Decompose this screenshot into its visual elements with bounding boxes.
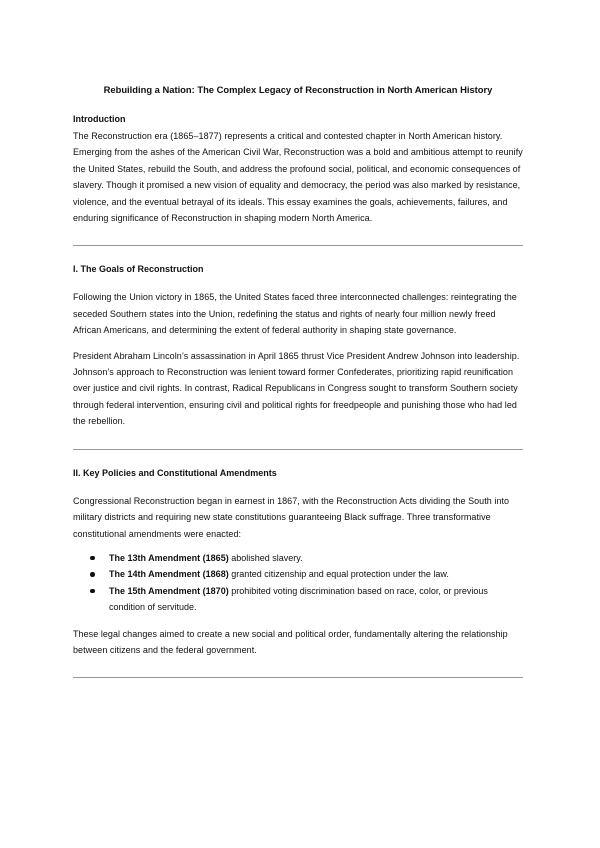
list-item bbox=[73, 550, 523, 566]
introduction-paragraph: The Reconstruction era (1865–1877) represents a critical and contested chapter in North American history. Emerging from the ashes of the American Civil War, Reconstruction was a bold and ambitious attempt to reunify the United States, rebuild the South, and address the profound social, political, and economic consequences of slavery. Though it promised a new vision of equality and democracy, the period was also marked by resistance, violence, and the eventual betrayal of its ideals. This essay examines the goals, achievements, failures, and enduring significance of Reconstruction in shaping modern North America. bbox=[73, 131, 523, 224]
section-divider bbox=[73, 245, 523, 246]
goals-section bbox=[73, 263, 523, 429]
amendments-section bbox=[73, 467, 523, 659]
bullet-icon bbox=[90, 589, 95, 594]
amendments-heading: II. Key Policies and Constitutional Amendments bbox=[73, 467, 277, 478]
goals-paragraph: Following the Union victory in 1865, the United States faced three interconnected challenges: reintegrating the seceded Southern states into the Union, redefining the status and rights of nearly four million newly freed African Americans, and determining the extent of federal authority in shaping state governance. bbox=[73, 292, 517, 336]
list-item bbox=[73, 566, 523, 582]
amendment-name: The 15th Amendment (1870) bbox=[109, 585, 229, 596]
amendment-description: granted citizenship and equal protection under the law. bbox=[228, 569, 449, 580]
introduction-heading: Introduction bbox=[73, 114, 126, 124]
amendment-description: abolished slavery. bbox=[228, 552, 303, 563]
bullet-icon bbox=[90, 572, 95, 577]
bullet-icon bbox=[90, 556, 95, 561]
amendments-closing-paragraph: These legal changes aimed to create a new social and political order, fundamentally altering the relationship between citizens and the federal government. bbox=[73, 628, 508, 655]
section-divider bbox=[73, 677, 523, 678]
amendments-intro-paragraph: Congressional Reconstruction began in earnest in 1867, with the Reconstruction Acts dividing the South into military districts and requiring new state constitutions guaranteeing Black suffrage. Three transformative constitutional amendments were enacted: bbox=[73, 495, 510, 539]
document-title: Rebuilding a Nation: The Complex Legacy of Reconstruction in North American History bbox=[103, 84, 493, 95]
list-item bbox=[73, 583, 523, 616]
introduction-section bbox=[73, 113, 523, 226]
goals-heading: I. The Goals of Reconstruction bbox=[73, 264, 204, 275]
amendment-name: The 14th Amendment (1868) bbox=[109, 569, 229, 580]
amendments-list bbox=[73, 550, 523, 616]
amendment-name: The 13th Amendment (1865) bbox=[109, 552, 229, 563]
section-divider bbox=[73, 449, 523, 450]
amendment-description: prohibited voting discrimination based on race, color, or previous condition of servitude. bbox=[109, 585, 488, 613]
goals-paragraph: President Abraham Lincoln’s assassination in April 1865 thrust Vice President Andrew Johnson into leadership. Johnson’s approach to Reconstruction was lenient toward former Confederates, prioritizing rapid reunification over justice and civil rights. In contrast, Radical Republicans in Congress sought to transform Southern society through federal intervention, ensuring civil and political rights for freedpeople and punishing those who had led the rebellion. bbox=[73, 350, 520, 427]
